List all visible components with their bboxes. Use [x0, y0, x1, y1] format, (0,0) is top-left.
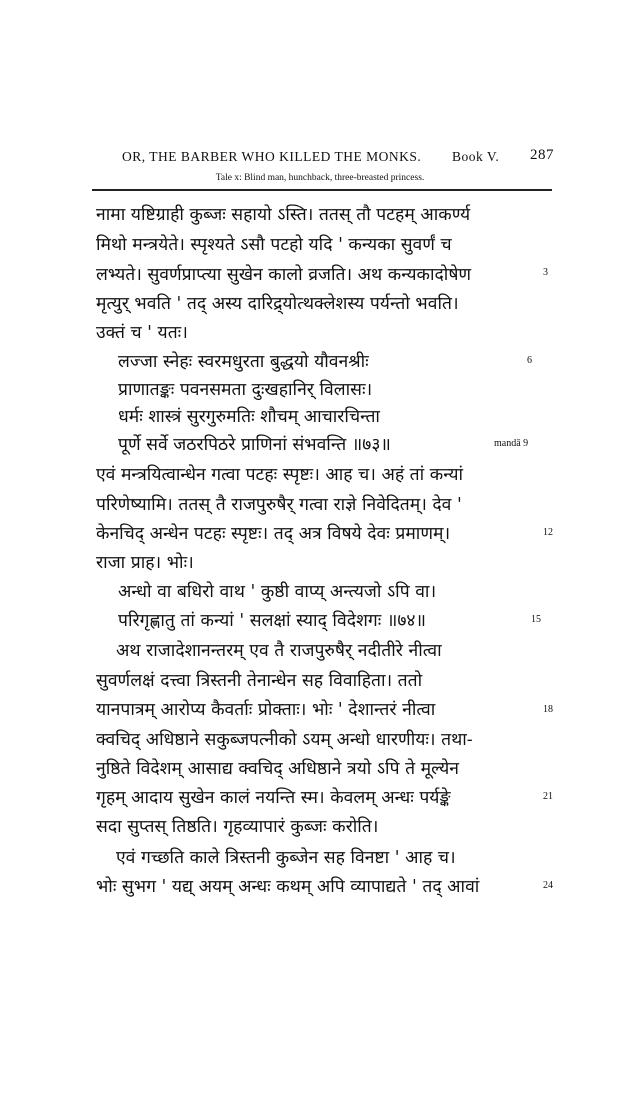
text-line: नुष्ठिते विदेशम् आसाद्य क्वचिद् अधिष्ठाने त्रयो ऽपि ते मूल्येन [96, 759, 459, 779]
line-number: mandā 9 [494, 438, 529, 449]
verse-line: परिगृह्णातु तां कन्यां ' सलक्षां स्याद् विदेशगः ॥७४॥ [118, 611, 426, 631]
verse-line: धर्मः शास्त्रं सुरगुरुमतिः शौचम् आचारचिन्ता [118, 407, 380, 427]
line-number: 21 [543, 791, 553, 802]
line-number: 15 [531, 614, 541, 625]
running-head [112, 147, 572, 171]
tale-subtitle: Tale x: Blind man, hunchback, three-breasted princess. [215, 173, 425, 183]
text-line: नामा यष्टिग्राही कुब्जः सहायो ऽस्ति। ततस् तौ पटहम् आकर्ण्य [96, 205, 471, 225]
line-number: 18 [543, 704, 553, 715]
text-line: अथ राजादेशानन्तरम् एव तै राजपुरुषैर् नदीतीरे नीत्वा [116, 641, 442, 661]
text-line: एवं मन्त्रयित्वान्धेन गत्वा पटहः स्पृष्टः। आह च। अहं तां कन्यां [96, 465, 464, 485]
text-line: मृत्युर् भवति ' तद् अस्य दारिद्र्योत्थक्लेशस्य पर्यन्तो भवति। [96, 294, 459, 314]
text-line: उक्तं च ' यतः। [96, 323, 188, 343]
text-line: क्वचिद् अधिष्ठाने सकुब्जपत्नीको ऽयम् अन्धो धारणीयः। तथा- [96, 730, 473, 750]
running-head-book: Book V. [452, 149, 500, 164]
verse-line: पूर्णे सर्वे जठरपिठरे प्राणिनां संभवन्ति ॥७३॥ [118, 435, 391, 455]
text-line: लभ्यते। सुवर्णप्राप्त्या सुखेन कालो व्रजति। अथ कन्यकादोषेण [96, 265, 472, 285]
text-line: एवं गच्छति काले त्रिस्तनी कुब्जेन सह विनष्टा ' आह च। [116, 848, 456, 868]
line-number: 24 [543, 880, 553, 891]
running-head-title: OR, THE BARBER WHO KILLED THE MONKS. [122, 149, 422, 164]
verse-line: अन्धो वा बधिरो वाथ ' कुष्ठी वाप्य् अन्त्यजो ऽपि वा। [118, 582, 437, 602]
text-line: सदा सुप्तस् तिष्ठति। गृहव्यापारं कुब्जः करोति। [96, 817, 379, 837]
line-number: 6 [527, 355, 532, 366]
line-number: 12 [543, 527, 553, 538]
header-rule [92, 189, 552, 191]
verse-line: लज्जा स्नेहः स्वरमधुरता बुद्धयो यौवनश्रीः [118, 352, 369, 372]
text-line: यानपात्रम् आरोप्य कैवर्ताः प्रोक्ताः। भोः ' देशान्तरं नीत्वा [96, 700, 436, 720]
text-line: परिणेष्यामि। ततस् तै राजपुरुषैर् गत्वा राज्ञे निवेदितम्। देव ' [96, 495, 462, 515]
line-number: 3 [543, 267, 548, 278]
verse-line: प्राणातङ्कः पवनसमता दुःखहानिर् विलासः। [118, 380, 373, 400]
text-line: गृहम् आदाय सुखेन कालं नयन्ति स्म। केवलम् अन्धः पर्यङ्के [96, 788, 451, 808]
text-line: केनचिद् अन्धेन पटहः स्पृष्टः। तद् अत्र विषये देवः प्रमाणम्। [96, 524, 451, 544]
text-line: सुवर्णलक्षं दत्त्वा त्रिस्तनी तेनान्धेन सह विवाहिता। ततो [96, 671, 423, 691]
page-number: 287 [530, 147, 554, 163]
text-line: राजा प्राह। भोः। [96, 553, 194, 573]
text-line: मिथो मन्त्रयेते। स्पृश्यते ऽसौ पटहो यदि ' कन्यका सुवर्णं च [96, 235, 452, 255]
text-line: भोः सुभग ' यद्य् अयम् अन्धः कथम् अपि व्यापाद्यते ' तद् आवां [96, 877, 480, 897]
